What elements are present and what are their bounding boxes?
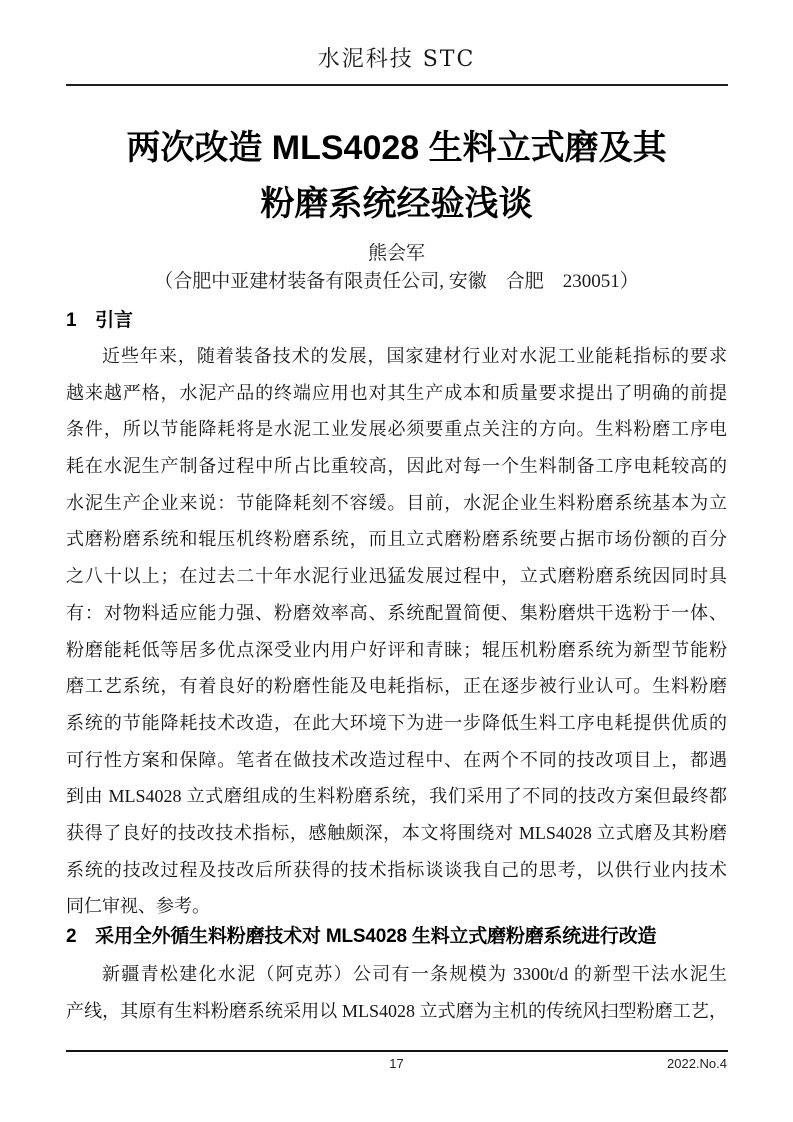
body-text-line: 水泥生产企业来说：节能降耗刻不容缓。目前，水泥企业生料粉磨系统基本为立 — [66, 492, 727, 513]
body-text-line: 同仁审视、参考。 — [66, 896, 210, 917]
header-divider — [66, 84, 728, 86]
section-1-body — [66, 338, 727, 925]
body-text-line: 新疆青松建化水泥（阿克苏）公司有一条规模为 3300t/d 的新型干法水泥生 — [102, 964, 727, 984]
author-name: 熊会军 — [367, 243, 425, 264]
body-text-line: 式磨粉磨系统和辊压机终粉磨系统，而且立式磨粉磨系统要占据市场份额的百分 — [66, 529, 727, 550]
body-text-line: 可行性方案和保障。笔者在做技术改造过程中、在两个不同的技改项目上，都遇 — [66, 749, 727, 770]
section-1-heading: 1 引言 — [66, 310, 133, 331]
section-2-body — [66, 956, 727, 1029]
footer-divider — [66, 1050, 728, 1052]
body-text-line: 系统的节能降耗技术改造，在此大环境下为进一步降低生料工序电耗提供优质的 — [66, 712, 727, 733]
body-text-line: 系统的技改过程及技改后所获得的技术指标谈谈我自己的思考，以供行业内技术 — [66, 859, 727, 880]
body-text-line: 耗在水泥生产制备过程中所占比重较高，因此对每一个生料制备工序电耗较高的 — [66, 456, 727, 477]
body-text-line: 到由 MLS4028 立式磨组成的生料粉磨系统，我们采用了不同的技改方案但最终都 — [66, 786, 727, 807]
page-number: 17 — [389, 1056, 404, 1071]
paper-title — [0, 120, 793, 232]
body-text-line: 条件，所以节能降耗将是水泥工业发展必须要重点关注的方向。生料粉磨工序电 — [66, 419, 727, 440]
paper-title-line-1: 两次改造 MLS4028 生料立式磨及其 — [126, 129, 667, 167]
section-2-heading: 2 采用全外循生料粉磨技术对 MLS4028 生料立式磨粉磨系统进行改造 — [66, 926, 657, 947]
body-text-line: 越来越严格，水泥产品的终端应用也对其生产成本和质量要求提出了明确的前提 — [66, 382, 727, 403]
body-text-line: 磨工艺系统，有着良好的粉磨性能及电耗指标，正在逐步被行业认可。生料粉磨 — [66, 676, 727, 697]
journal-name: 水泥科技 STC — [317, 47, 476, 72]
issue-number: 2022.No.4 — [667, 1056, 727, 1071]
paper-title-line-2: 粉磨系统经验浅谈 — [260, 185, 533, 223]
body-text-line: 之八十以上；在过去二十年水泥行业迅猛发展过程中，立式磨粉磨系统因同时具 — [66, 566, 727, 587]
author-affiliation: （合肥中亚建材装备有限责任公司, 安徽 合肥 230051） — [154, 271, 639, 292]
body-text-line: 有：对物料适应能力强、粉磨效率高、系统配置简便、集粉磨烘干选粉于一体、 — [66, 602, 727, 623]
body-text-line: 产线，其原有生料粉磨系统采用以 MLS4028 立式磨为主机的传统风扫型粉磨工艺， — [66, 1000, 727, 1021]
body-text-line: 近些年来，随着装备技术的发展，国家建材行业对水泥工业能耗指标的要求 — [102, 346, 727, 366]
body-text-line: 获得了良好的技改技术指标，感触颇深，本文将围绕对 MLS4028 立式磨及其粉磨 — [66, 822, 727, 843]
body-text-line: 粉磨能耗低等居多优点深受业内用户好评和青睐；辊压机粉磨系统为新型节能粉 — [66, 639, 727, 660]
